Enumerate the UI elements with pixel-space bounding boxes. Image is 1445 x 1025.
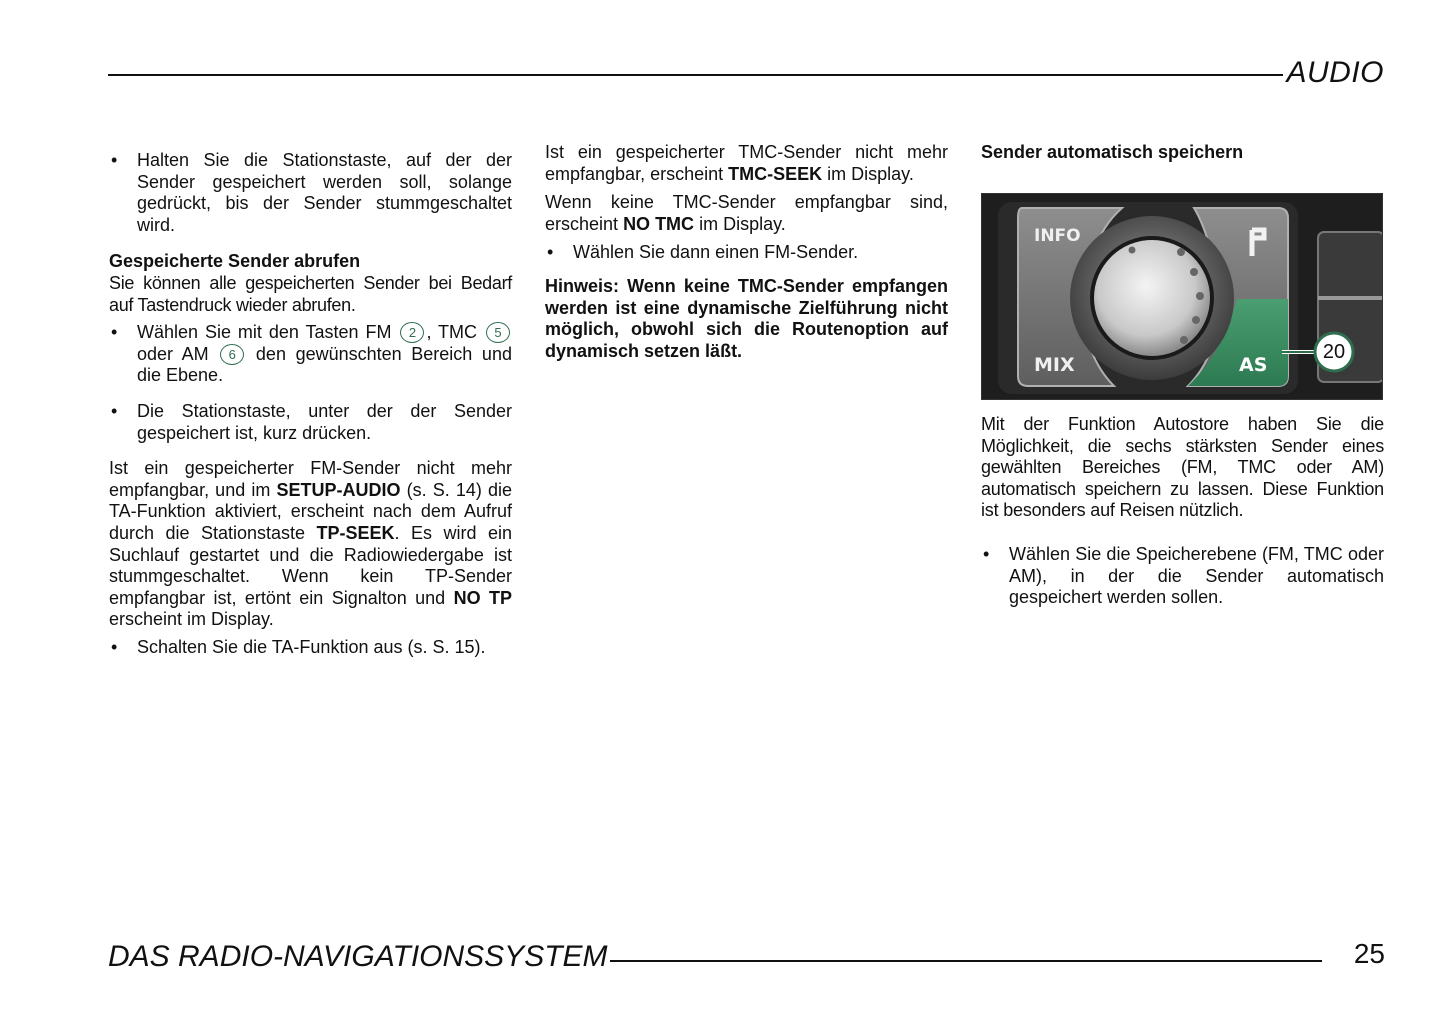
column-2 — [545, 142, 948, 362]
ref-number-6: 6 — [220, 344, 244, 365]
fm-sender-paragraph: Ist ein gespeicherter FM-Sender nicht mehr empfangbar, und im SETUP-AUDIO (s. S. 14) die TA-Funktion aktiviert, erscheint nach dem Aufruf durch die Stationstaste TP-SEEK. Es wird ein Suchlauf gestartet und die Radiowiedergabe ist stummgeschaltet. Wenn kein TP-Sender empfangbar ist, ertönt ein Signalton und NO TP erscheint im Display. — [109, 458, 512, 630]
tmc-note: Hinweis: Wenn keine TMC-Sender empfangen werden ist eine dynamische Zielführung nicht möglich, obwohl sich die Routenoption auf dynamisch setzen läßt. — [545, 275, 948, 361]
column-3-body — [981, 414, 1384, 609]
footer-rule — [610, 960, 1322, 962]
bullet-select-memory-level: • Wählen Sie die Speicherebene (FM, TMC oder AM), in der die Sender automatisch gespeichert werden sollen. — [981, 544, 1384, 609]
callout-number: 20 — [1322, 341, 1346, 363]
bullet-hold-station-key: • Halten Sie die Stationstaste, auf der der Sender gespeichert werden soll, solange gedrückt, bis der Sender stummgeschaltet wird. — [109, 150, 512, 236]
column-3 — [981, 142, 1384, 164]
page-number: 25 — [1353, 938, 1385, 969]
column-1 — [109, 150, 512, 658]
heading-autostore: Sender automatisch speichern — [981, 142, 1244, 162]
mix-label: MIX — [1034, 354, 1075, 376]
heading-recall-stations: Gespeicherte Sender abrufen — [109, 251, 361, 272]
bullet-choose-fm: • Wählen Sie dann einen FM-Sender. — [545, 242, 948, 264]
bullet-ta-off: • Schalten Sie die TA-Funktion aus (s. S. 15). — [109, 637, 512, 659]
as-label: AS — [1239, 354, 1268, 376]
ref-number-5: 5 — [486, 322, 510, 343]
footer-title: DAS RADIO-NAVIGATIONSSYSTEM — [108, 940, 608, 973]
bullet-press-station-key: • Die Stationstaste, unter der der Sender gespeichert ist, kurz drücken. — [109, 401, 512, 444]
recall-intro: Sie können alle gespeicherten Sender bei Bedarf auf Tastendruck wieder abrufen. — [109, 272, 512, 315]
section-title: AUDIO — [1286, 56, 1384, 89]
radio-control-photo — [981, 193, 1383, 400]
rotary-knob — [1094, 240, 1210, 356]
header-rule — [108, 74, 1283, 76]
info-label: INFO — [1034, 226, 1081, 246]
bullet-select-band: • Wählen Sie mit den Tasten FM 2 , TMC 5 oder AM 6 den gewünschten Bereich und die Ebene. — [109, 322, 512, 387]
ref-number-2: 2 — [400, 322, 424, 343]
autostore-paragraph: Mit der Funktion Autostore haben Sie die Möglichkeit, die sechs stärksten Sender eines gewählten Bereiches (FM, TMC oder AM) automatisch speichern zu lassen. Diese Funktion ist besonders auf Reisen nützlich. — [981, 414, 1384, 521]
tmc-seek-paragraph: Ist ein gespeicherter TMC-Sender nicht mehr empfangbar, erscheint TMC-SEEK im Display. — [545, 142, 948, 184]
no-tmc-paragraph: Wenn keine TMC-Sender empfangbar sind, erscheint NO TMC im Display. — [545, 192, 948, 234]
